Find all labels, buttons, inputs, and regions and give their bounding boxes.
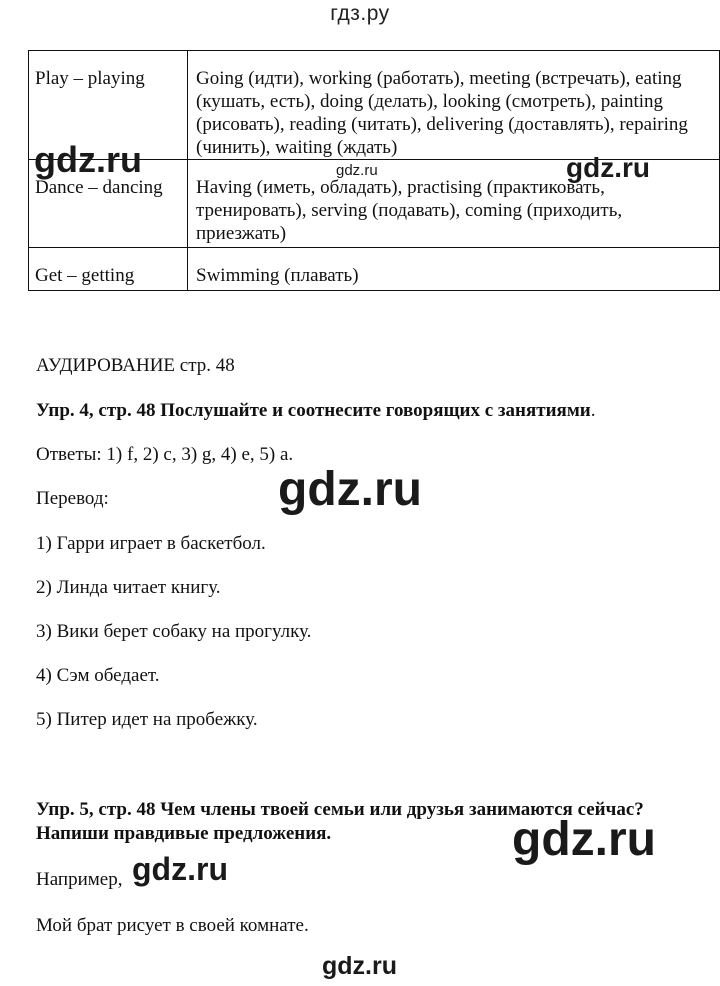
site-title: гдз.ру bbox=[330, 2, 390, 25]
table-cell-verb: Play – playing bbox=[29, 51, 188, 160]
table-cell-examples: Swimming (плавать) bbox=[188, 248, 720, 291]
translation-item: 5) Питер идет на пробежку. bbox=[36, 709, 258, 730]
watermark-logo: gdz.ru bbox=[566, 152, 650, 183]
watermark-logo: gdz.ru bbox=[322, 952, 397, 980]
table-cell-verb: Dance – dancing bbox=[29, 160, 188, 248]
exercise-4-title-period: . bbox=[590, 400, 596, 421]
translation-label: Перевод: bbox=[36, 488, 109, 509]
table-row bbox=[29, 248, 720, 291]
watermark-logo: gdz.ru bbox=[336, 162, 378, 179]
answers-line: Ответы: 1) f, 2) c, 3) g, 4) e, 5) a. bbox=[36, 444, 294, 465]
section-heading: АУДИРОВАНИЕ стр. 48 bbox=[36, 355, 235, 376]
example-label: Например, bbox=[36, 869, 123, 890]
exercise-4-title-text: Упр. 4, стр. 48 Послушайте и соотнесите говорящих с занятиями bbox=[36, 400, 591, 421]
watermark-logo: gdz.ru bbox=[278, 463, 422, 516]
exercise-5-title-line2: Напиши правдивые предложения. bbox=[36, 823, 332, 844]
exercise-4-title bbox=[36, 399, 595, 423]
translation-item: 1) Гарри играет в баскетбол. bbox=[36, 533, 266, 554]
table-cell-examples: Going (идти), working (работать), meeting (встречать), eating (кушать, есть), doing (делать), looking (смотреть), painting (рисовать), reading (читать), delivering (доставлять), repairing (чинить), waiting (ждать) bbox=[188, 51, 720, 160]
table-cell-verb: Get – getting bbox=[29, 248, 188, 291]
translation-item: 3) Вики берет собаку на прогулку. bbox=[36, 621, 312, 642]
translation-item: 2) Линда читает книгу. bbox=[36, 577, 221, 598]
watermark-logo: gdz.ru bbox=[34, 139, 142, 180]
watermark-logo: gdz.ru bbox=[512, 813, 656, 866]
table-cell-examples: Having (иметь, обладать), practising (практиковать, тренировать), serving (подавать), coming (приходить, приезжать) bbox=[188, 160, 720, 248]
exercise-5-title-line1: Упр. 5, стр. 48 Чем члены твоей семьи или друзья занимаются сейчас? bbox=[36, 799, 644, 820]
translation-item: 4) Сэм обедает. bbox=[36, 665, 160, 686]
watermark-logo: gdz.ru bbox=[132, 851, 228, 887]
example-sentence: Мой брат рисует в своей комнате. bbox=[36, 915, 309, 936]
